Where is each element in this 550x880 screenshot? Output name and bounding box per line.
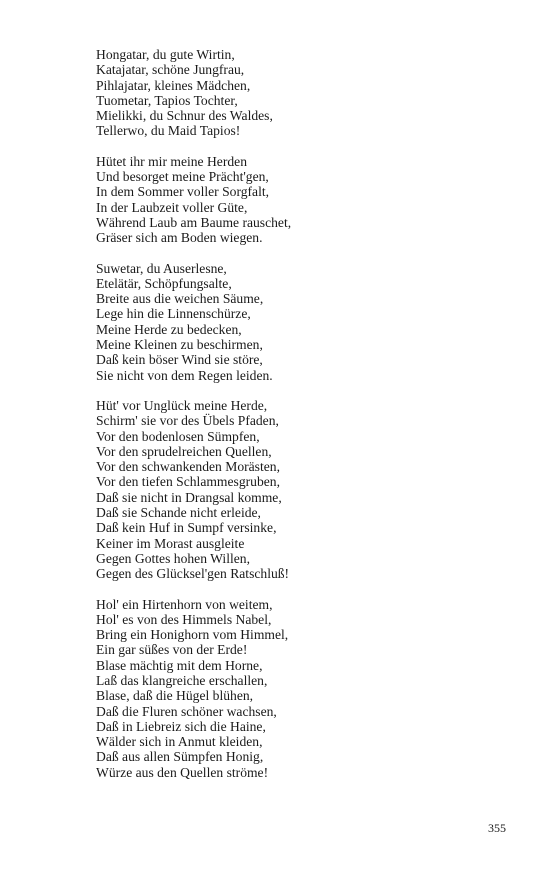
poem-line: Mielikki, du Schnur des Waldes, [96,108,273,124]
poem-line: Meine Kleinen zu beschirmen, [96,337,263,353]
poem-line: Breite aus die weichen Säume, [96,291,264,307]
poem-line: Hüt' vor Unglück meine Herde, [96,397,268,413]
poem-line: In dem Sommer voller Sorgfalt, [96,184,270,200]
poem-line: Hol' es von des Himmels Nabel, [96,611,272,627]
poem-line: Gegen des Glücksel'gen Ratschluß! [96,566,290,582]
poem-line: Keiner im Morast ausgleite [96,535,245,551]
stanza [96,398,496,582]
stanza [96,261,496,383]
poem-line: Daß sie Schande nicht erleide, [96,505,261,521]
poem-line: Daß sie nicht in Drangsal komme, [96,489,282,505]
poem-line: Und besorget meine Prächt'gen, [96,169,269,185]
poem-line: Daß in Liebreiz sich die Haine, [96,718,266,734]
stanza [96,154,496,246]
poem-line: Gräser sich am Boden wiegen. [96,230,263,246]
poem-line: Daß aus allen Sümpfen Honig, [96,749,264,765]
poem-line: Vor den bodenlosen Sümpfen, [96,428,260,444]
poem-line: Daß kein böser Wind sie störe, [96,352,263,368]
stanza [96,47,496,139]
poem-line: Katajatar, schöne Jungfrau, [96,62,245,78]
poem-line: Hol' ein Hirtenhorn von weitem, [96,596,273,612]
poem-line: Vor den sprudelreichen Quellen, [96,443,272,459]
poem-line: Etelätär, Schöpfungsalte, [96,275,232,291]
poem-line: Meine Herde zu bedecken, [96,321,242,337]
poem-line: Daß kein Huf in Sumpf versinke, [96,520,277,536]
poem-line: Während Laub am Baume rauschet, [96,214,292,230]
poem-line: Tuometar, Tapios Tochter, [96,92,238,108]
poem-line: Suwetar, du Auserlesne, [96,260,227,276]
poem-line: Gegen Gottes hohen Willen, [96,550,250,566]
poem-line: Ein gar süßes von der Erde! [96,642,248,658]
poem-line: Tellerwo, du Maid Tapios! [96,123,241,139]
poem-line: Laß das klangreiche erschallen, [96,672,268,688]
stanza [96,597,496,781]
poem-line: Würze aus den Quellen ströme! [96,764,269,780]
poem-line: Bring ein Honighorn vom Himmel, [96,627,289,643]
page-number: 355 [488,821,506,835]
poem-line: Blase mächtig mit dem Horne, [96,657,263,673]
poem-line: Hongatar, du gute Wirtin, [96,47,235,62]
poem-line: Daß die Fluren schöner wachsen, [96,703,277,719]
poem-line: Schirm' sie vor des Übels Pfaden, [96,413,279,429]
poem-line: Hütet ihr mir meine Herden [96,153,247,169]
poem-line: Sie nicht von dem Regen leiden. [96,367,273,383]
poem-line: Blase, daß die Hügel blühen, [96,688,254,704]
poem-line: Vor den schwankenden Morästen, [96,459,280,475]
poem-line: Lege hin die Linnenschürze, [96,306,251,322]
poem-line: Vor den tiefen Schlammesgruben, [96,474,280,490]
poem-line: Pihlajatar, kleines Mädchen, [96,77,251,93]
poem-line: Wälder sich in Anmut kleiden, [96,734,263,750]
poem-text [96,47,496,795]
poem-line: In der Laubzeit voller Güte, [96,199,248,215]
